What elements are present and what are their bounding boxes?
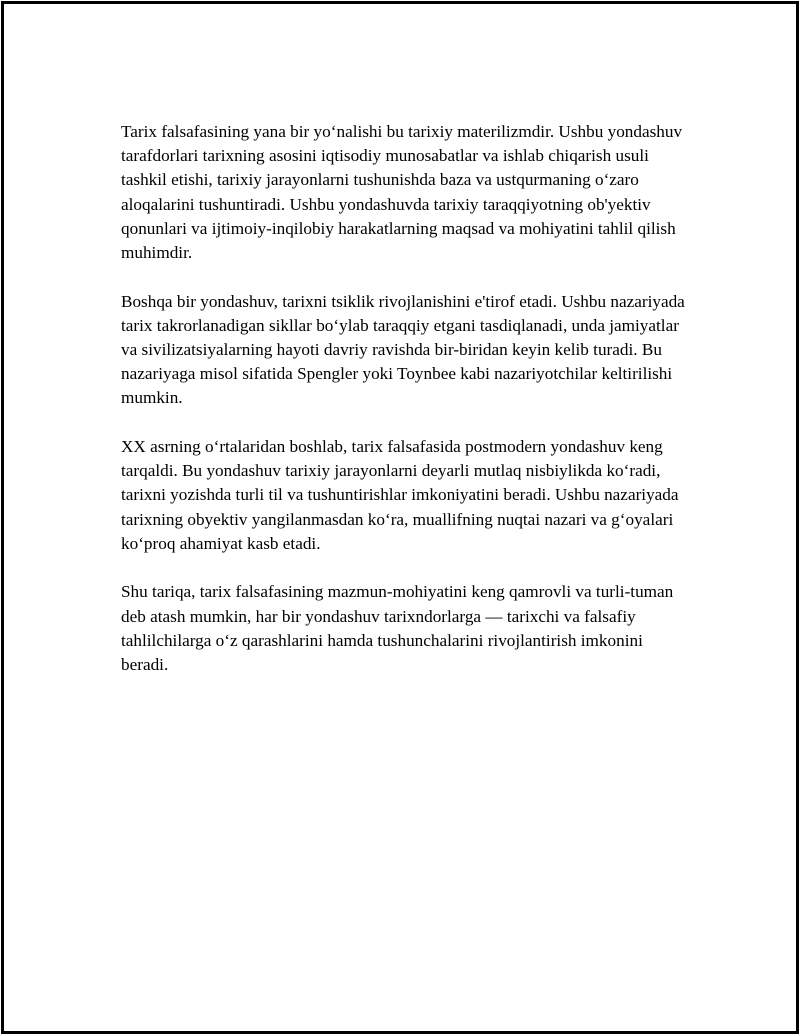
paragraph-3: XX asrning o‘rtalaridan boshlab, tarix falsafasida postmodern yondashuv keng tarqaldi. Bu yondashuv tarixiy jarayonlarni deyarli mutlaq nisbiylikda ko‘radi, tarixni yozishda turli til va tushuntirishlar imkoniyatini beradi. Ushbu nazariyada tarixning obyektiv yangilanmasdan ko‘ra, muallifning nuqtai nazari va g‘oyalari ko‘proq ahamiyat kasb etadi.	[121, 437, 679, 553]
document-body	[121, 120, 689, 702]
page-frame	[1, 1, 799, 1034]
paragraph-4: Shu tariqa, tarix falsafasining mazmun-mohiyatini keng qamrovli va turli-tuman deb atash mumkin, har bir yondashuv tarixndorlarga — tarixchi va falsafiy tahlilchilarga o‘z qarashlarini hamda tushunchalarini rivojlantirish imkonini beradi.	[121, 582, 674, 675]
paragraph-2: Boshqa bir yondashuv, tarixni tsiklik rivojlanishini e'tirof etadi. Ushbu nazariyada tarix takrorlanadigan sikllar bo‘ylab taraqqiy etgani tasdiqlanadi, unda jamiyatlar va sivilizatsiyalarning hayoti davriy ravishda bir-biridan keyin kelib turadi. Bu nazariyaga misol sifatida Spengler yoki Toynbee kabi nazariyotchilar keltirilishi mumkin.	[121, 291, 685, 408]
paragraph-1: Tarix falsafasining yana bir yo‘nalishi bu tarixiy materilizmdir. Ushbu yondashuv tarafdorlari tarixning asosini iqtisodiy munosabatlar va ishlab chiqarish usuli tashkil etishi, tarixiy jarayonlarni tushunishda baza va ustqurmaning o‘zaro aloqalarini tushuntiradi. Ushbu yondashuvda tarixiy taraqqiyotning ob'yektiv qonunlari va ijtimoiy-inqilobiy harakatlarning maqsad va mohiyatini tahlil qilish muhimdir.	[121, 122, 683, 263]
